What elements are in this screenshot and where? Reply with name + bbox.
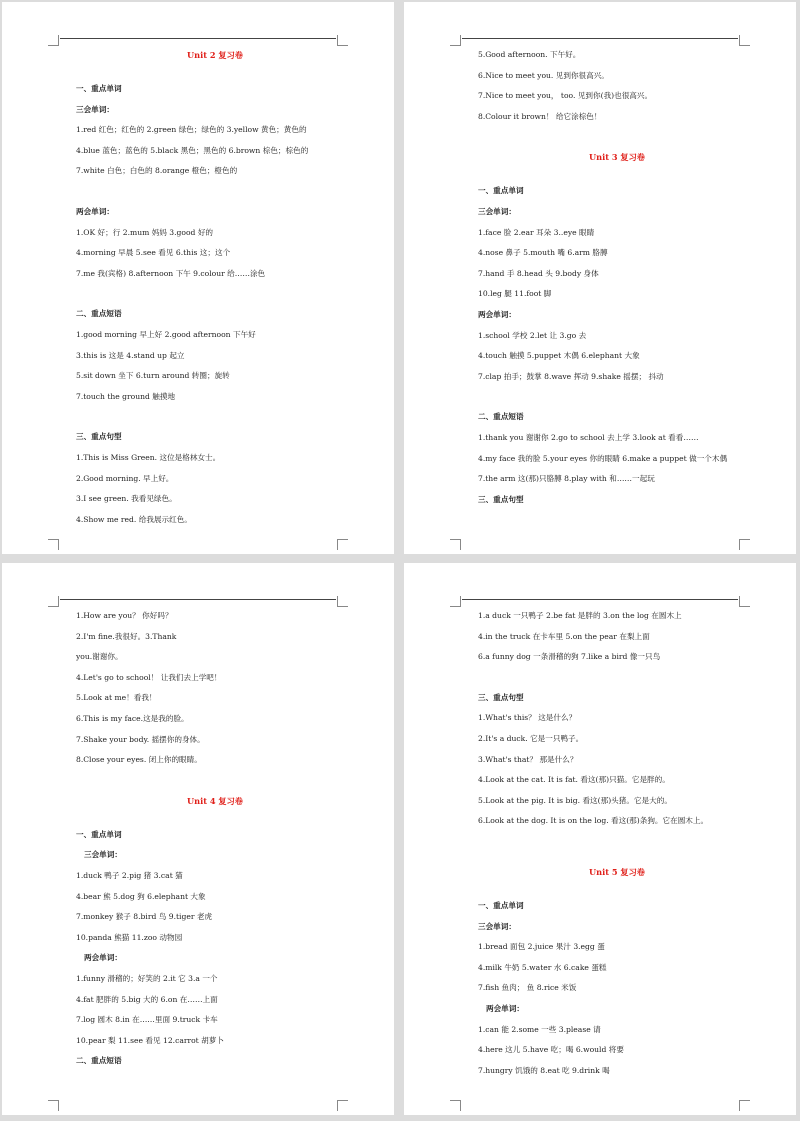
section-heading: 一、重点单词 bbox=[478, 900, 524, 910]
text-line: 1.thank you 谢谢你 2.go to school 去上学 3.look at 看看…… bbox=[478, 432, 699, 442]
text-line: 1.funny 滑稽的；好笑的 2.it 它 3.a 一个 bbox=[76, 973, 218, 983]
header-rule bbox=[462, 599, 738, 600]
section-heading: 两会单词： bbox=[486, 1003, 524, 1013]
spacer bbox=[76, 776, 354, 796]
spacer bbox=[478, 132, 756, 152]
spacer bbox=[478, 837, 756, 857]
document-page-2 bbox=[404, 2, 796, 554]
text-line: 4.Let's go to school！ 让我们去上学吧！ bbox=[76, 672, 222, 682]
header-rule bbox=[60, 599, 336, 600]
text-line: 7.hand 手 8.head 头 9.body 身体 bbox=[478, 268, 599, 278]
text-line: 5.Look at the pig. It is big. 看这(那)头猪。它是大的。 bbox=[478, 795, 672, 805]
document-page-3 bbox=[2, 563, 394, 1115]
section-heading: 三、重点句型 bbox=[76, 432, 122, 442]
text-line: 1.red 红色；红色的 2.green 绿色；绿色的 3.yellow 黄色；黄色的 bbox=[76, 125, 307, 135]
text-line: 1.a duck 一只鸭子 2.be fat 是胖的 3.on the log 在圆木上 bbox=[478, 611, 682, 620]
text-line: 6.Look at the dog. It is on the log. 看这(那)条狗。它在圆木上。 bbox=[478, 816, 709, 826]
text-line: 2.Good morning. 早上好。 bbox=[76, 473, 174, 483]
crop-mark bbox=[48, 35, 59, 46]
text-line: 5.Good afternoon. 下午好。 bbox=[478, 50, 581, 59]
text-line: 7.me 我(宾格) 8.afternoon 下午 9.colour 给……涂色 bbox=[76, 268, 266, 278]
crop-mark bbox=[450, 539, 461, 550]
text-line: 7.the arm 这(那)只胳膊 8.play with 和……一起玩 bbox=[478, 474, 655, 484]
spacer bbox=[478, 392, 756, 412]
text-line: 4.milk 牛奶 5.water 水 6.cake 蛋糕 bbox=[478, 962, 607, 972]
crop-mark bbox=[48, 1100, 59, 1111]
document-page-1 bbox=[2, 2, 394, 554]
crop-mark bbox=[48, 596, 59, 607]
text-line: 4.Show me red. 给我展示红色。 bbox=[76, 514, 192, 524]
unit-title: Unit 2 复习卷 bbox=[187, 50, 243, 60]
page-content bbox=[76, 50, 354, 535]
spacer bbox=[76, 289, 354, 309]
text-line: 5.sit down 坐下 6.turn around 转圈；旋转 bbox=[76, 371, 230, 381]
text-line: 7.fish 鱼肉； 鱼 8.rice 米饭 bbox=[478, 983, 577, 993]
text-line: 6.a funny dog 一条滑稽的狗 7.like a bird 像一只鸟 bbox=[478, 652, 661, 662]
text-line: 10.pear 梨 11.see 看见 12.carrot 胡萝卜 bbox=[76, 1035, 224, 1045]
text-line: 7.log 圆木 8.in 在……里面 9.truck 卡车 bbox=[76, 1015, 218, 1025]
spacer bbox=[478, 673, 756, 693]
text-line: 1.good morning 早上好 2.good afternoon 下午好 bbox=[76, 329, 256, 339]
text-line: 4.bear 熊 5.dog 狗 6.elephant 大象 bbox=[76, 891, 206, 901]
section-heading: 二、重点短语 bbox=[76, 1056, 122, 1066]
text-line: 4.here 这儿 5.have 吃；喝 6.would 将要 bbox=[478, 1045, 624, 1055]
text-line: 1.face 脸 2.ear 耳朵 3..eye 眼睛 bbox=[478, 227, 595, 237]
text-line: 10.leg 腿 11.foot 脚 bbox=[478, 289, 552, 299]
text-line: 10.panda 熊猫 11.zoo 动物园 bbox=[76, 932, 183, 942]
crop-mark bbox=[739, 539, 750, 550]
spacer bbox=[478, 857, 756, 867]
page-content bbox=[76, 611, 354, 1077]
text-line: 1.bread 面包 2.juice 果汁 3.egg 蛋 bbox=[478, 942, 605, 952]
text-line: 4.blue 蓝色；蓝色的 5.black 黑色；黑色的 6.brown 棕色；棕色的 bbox=[76, 145, 309, 155]
text-line: 7.Shake your body. 摇摆你的身体。 bbox=[76, 734, 205, 744]
unit-title: Unit 4 复习卷 bbox=[187, 795, 243, 806]
unit-title: Unit 3 复习卷 bbox=[589, 152, 645, 163]
crop-mark bbox=[48, 539, 59, 550]
text-line: 2.I'm fine.我很好。3.Thank bbox=[76, 631, 177, 641]
text-line: you.谢谢你。 bbox=[76, 652, 123, 662]
section-heading: 三、重点句型 bbox=[478, 494, 524, 504]
text-line: 3.I see green. 我看见绿色。 bbox=[76, 494, 177, 504]
text-line: 1.How are you？ 你好吗？ bbox=[76, 611, 173, 620]
section-heading: 二、重点短语 bbox=[478, 412, 524, 422]
text-line: 7.Nice to meet you， too. 见到你(我)也很高兴。 bbox=[478, 91, 653, 101]
text-line: 1.What's this？ 这是什么？ bbox=[478, 713, 577, 723]
section-heading: 二、重点短语 bbox=[76, 309, 122, 319]
header-rule bbox=[462, 38, 738, 39]
text-line: 6.This is my face.这是我的脸。 bbox=[76, 713, 189, 723]
crop-mark bbox=[450, 596, 461, 607]
crop-mark bbox=[450, 35, 461, 46]
section-heading: 一、重点单词 bbox=[76, 84, 122, 93]
document-page-4 bbox=[404, 563, 796, 1115]
text-line: 7.clap 拍手；鼓掌 8.wave 挥动 9.shake 摇摆； 抖动 bbox=[478, 371, 664, 381]
text-line: 7.monkey 猴子 8.bird 鸟 9.tiger 老虎 bbox=[76, 912, 213, 922]
crop-mark bbox=[337, 1100, 348, 1111]
text-line: 1.duck 鸭子 2.pig 猪 3.cat 猫 bbox=[76, 870, 183, 880]
section-heading: 两会单词： bbox=[478, 309, 516, 319]
text-line: 1.OK 好；行 2.mum 妈妈 3.good 好的 bbox=[76, 227, 214, 237]
text-line: 4.touch 触摸 5.puppet 木偶 6.elephant 大象 bbox=[478, 351, 640, 361]
section-heading: 三会单词： bbox=[76, 104, 114, 114]
section-heading: 三、重点句型 bbox=[478, 692, 524, 702]
crop-mark bbox=[450, 1100, 461, 1111]
text-line: 4.nose 鼻子 5.mouth 嘴 6.arm 胳膊 bbox=[478, 248, 608, 258]
header-rule bbox=[60, 38, 336, 39]
section-heading: 一、重点单词 bbox=[76, 829, 122, 839]
section-heading: 两会单词： bbox=[76, 206, 114, 216]
section-heading: 三会单词： bbox=[478, 921, 516, 931]
text-line: 8.Colour it brown！ 给它涂棕色！ bbox=[478, 111, 602, 121]
text-line: 4.morning 早晨 5.see 看见 6.this 这；这个 bbox=[76, 248, 231, 258]
page-content bbox=[478, 611, 756, 1086]
text-line: 1.This is Miss Green. 这位是格林女士。 bbox=[76, 452, 221, 462]
text-line: 7.touch the ground 触摸地 bbox=[76, 391, 176, 401]
text-line: 7.white 白色；白色的 8.orange 橙色；橙色的 bbox=[76, 166, 238, 176]
text-line: 3.this is 这是 4.stand up 起立 bbox=[76, 350, 185, 360]
crop-mark bbox=[739, 35, 750, 46]
text-line: 4.in the truck 在卡车里 5.on the pear 在梨上面 bbox=[478, 631, 650, 641]
crop-mark bbox=[337, 35, 348, 46]
crop-mark bbox=[337, 596, 348, 607]
section-heading: 一、重点单词 bbox=[478, 186, 524, 196]
text-line: 2.It's a duck. 它是一只鸭子。 bbox=[478, 733, 584, 743]
text-line: 4.Look at the cat. It is fat. 看这(那)只猫。它是胖的。 bbox=[478, 775, 670, 785]
text-line: 7.hungry 饥饿的 8.eat 吃 9.drink 喝 bbox=[478, 1065, 610, 1075]
text-line: 8.Close your eyes. 闭上你的眼睛。 bbox=[76, 755, 202, 765]
crop-mark bbox=[739, 596, 750, 607]
text-line: 4.my face 我的脸 5.your eyes 你的眼睛 6.make a puppet 做一个木偶 bbox=[478, 453, 728, 463]
page-content bbox=[478, 50, 756, 515]
section-heading: 三会单词： bbox=[84, 850, 122, 860]
text-line: 5.Look at me！看我！ bbox=[76, 693, 157, 703]
text-line: 4.fat 肥胖的 5.big 大的 6.on 在……上面 bbox=[76, 994, 218, 1004]
spacer bbox=[76, 187, 354, 207]
text-line: 1.school 学校 2.let 让 3.go 去 bbox=[478, 330, 587, 340]
text-line: 6.Nice to meet you. 见到你很高兴。 bbox=[478, 70, 609, 80]
text-line: 3.What's that？ 那是什么？ bbox=[478, 754, 578, 764]
unit-title: Unit 5 复习卷 bbox=[589, 866, 645, 877]
section-heading: 三会单词： bbox=[478, 206, 516, 216]
spacer bbox=[76, 412, 354, 432]
crop-mark bbox=[337, 539, 348, 550]
text-line: 1.can 能 2.some 一些 3.please 请 bbox=[478, 1024, 601, 1034]
section-heading: 两会单词： bbox=[84, 953, 122, 963]
crop-mark bbox=[739, 1100, 750, 1111]
